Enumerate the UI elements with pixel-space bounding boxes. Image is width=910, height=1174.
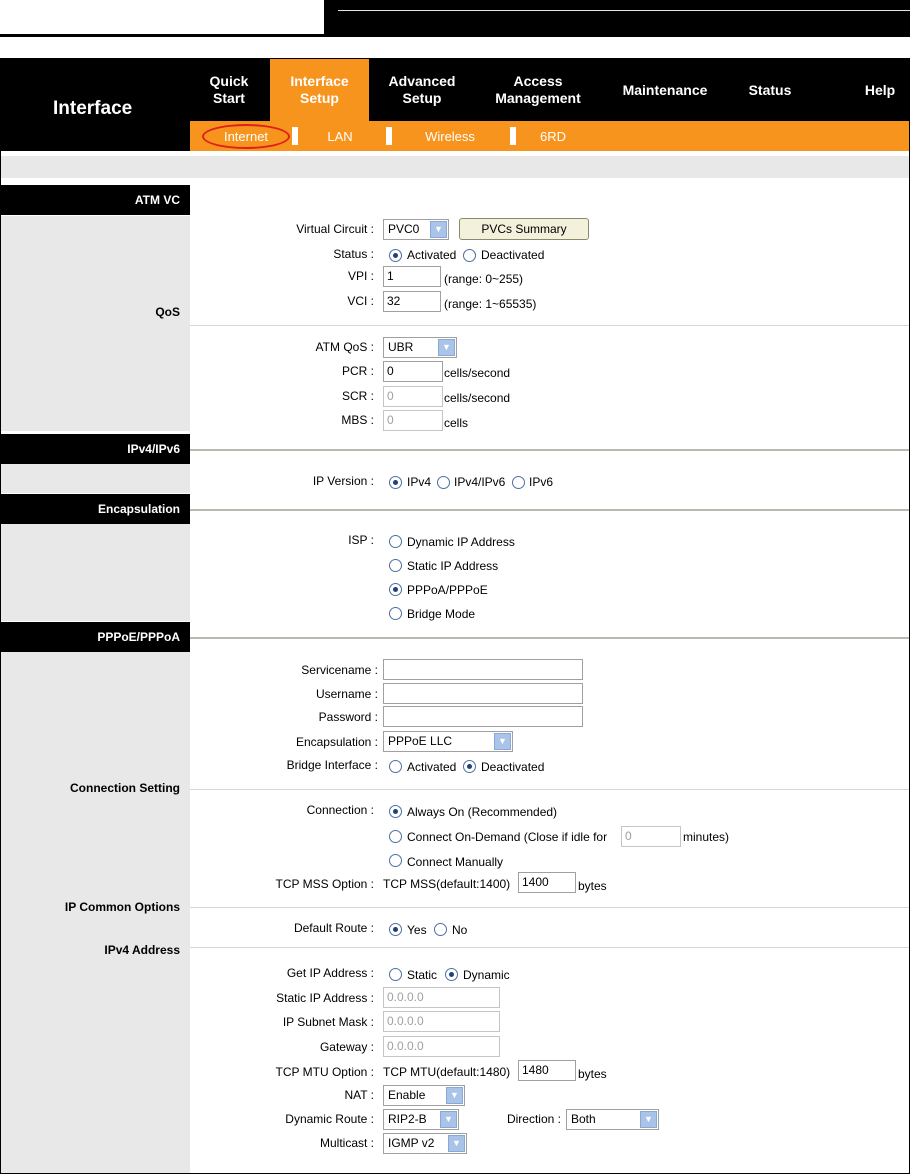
default-route-yes-radio[interactable] (389, 923, 402, 936)
on-demand-label: Connect On-Demand (Close if idle for (407, 830, 608, 844)
isp-static-radio[interactable] (389, 559, 402, 572)
section-encapsulation: Encapsulation (1, 494, 190, 524)
divider (190, 325, 909, 326)
get-ip-dynamic-label: Dynamic (463, 968, 510, 982)
atm-qos-label: ATM QoS : (315, 340, 374, 354)
nav-interface-setup[interactable]: Interface Setup (270, 59, 369, 121)
tcp-mtu-input[interactable]: 1480 (518, 1060, 576, 1081)
virtual-circuit-select[interactable] (383, 219, 449, 240)
idle-minutes-input[interactable]: 0 (621, 826, 681, 847)
bridge-interface-label: Bridge Interface : (286, 758, 378, 772)
bridge-deactivated-radio[interactable] (463, 760, 476, 773)
virtual-circuit-label: Virtual Circuit : (296, 222, 374, 236)
isp-static-label: Static IP Address (407, 559, 499, 573)
chevron-down-icon: ▼ (430, 221, 447, 238)
isp-dynamic-radio[interactable] (389, 535, 402, 548)
tcp-mss-unit: bytes (578, 879, 607, 893)
static-ip-input[interactable]: 0.0.0.0 (383, 987, 500, 1008)
dynamic-route-label: Dynamic Route : (285, 1112, 374, 1126)
ip-version-label: IP Version : (312, 474, 374, 488)
nav-quick-start[interactable]: Quick Start (209, 73, 249, 106)
status-deactivated-label: Deactivated (481, 248, 545, 262)
default-route-yes-label: Yes (407, 923, 427, 937)
gateway-input[interactable]: 0.0.0.0 (383, 1036, 500, 1057)
bridge-deactivated-label: Deactivated (481, 760, 545, 774)
divider (190, 947, 909, 948)
nat-value: Enable (388, 1088, 426, 1102)
connection-label: Connection : (306, 803, 374, 817)
nav-maintenance[interactable]: Maintenance (622, 81, 708, 98)
servicename-input[interactable] (383, 659, 583, 680)
get-ip-static-label: Static (407, 968, 438, 982)
mbs-label: MBS : (341, 413, 374, 427)
connect-manually-label: Connect Manually (407, 855, 504, 869)
nat-label: NAT : (344, 1088, 374, 1102)
nav-status[interactable]: Status (748, 81, 792, 98)
divider (190, 509, 909, 511)
get-ip-dynamic-radio[interactable] (445, 968, 458, 981)
main-nav (190, 59, 909, 121)
vpi-label: VPI : (347, 269, 374, 283)
multicast-label: Multicast : (319, 1136, 374, 1150)
chevron-down-icon: ▼ (446, 1087, 463, 1104)
tcp-mss-text: TCP MSS(default:1400) (383, 877, 511, 891)
vpi-input[interactable]: 1 (383, 266, 441, 287)
isp-bridge-label: Bridge Mode (407, 607, 476, 621)
chevron-down-icon: ▼ (494, 733, 511, 750)
tcp-mtu-text: TCP MTU(default:1480) (383, 1065, 511, 1079)
encapsulation-value: PPPoE LLC (388, 734, 453, 748)
tcp-mtu-label: TCP MTU Option : (275, 1065, 374, 1079)
header-rule (0, 34, 324, 37)
subnav-separator (386, 127, 392, 145)
default-route-no-label: No (452, 923, 468, 937)
divider (190, 637, 909, 639)
dynamic-route-select[interactable] (383, 1109, 459, 1130)
isp-bridge-radio[interactable] (389, 607, 402, 620)
vpi-range: (range: 0~255) (444, 272, 524, 286)
subnet-mask-input[interactable]: 0.0.0.0 (383, 1011, 500, 1032)
status-label: Status : (333, 247, 374, 261)
vci-input[interactable]: 32 (383, 291, 441, 312)
chevron-down-icon: ▼ (640, 1111, 657, 1128)
left-column (1, 216, 190, 431)
section-pppoe: PPPoE/PPPoA (1, 622, 190, 652)
page-title: Interface (1, 59, 190, 151)
password-input[interactable] (383, 706, 583, 727)
mbs-input[interactable]: 0 (383, 410, 443, 431)
vci-range: (range: 1~65535) (444, 297, 537, 311)
document-header (0, 0, 910, 40)
isp-label: ISP : (348, 533, 374, 547)
subnav-separator (510, 127, 516, 145)
servicename-label: Servicename : (301, 663, 378, 677)
status-activated-label: Activated (407, 248, 457, 262)
atm-qos-select[interactable] (383, 337, 457, 358)
ip-version-ipv4ipv6-radio[interactable] (437, 476, 450, 489)
left-column (1, 464, 190, 493)
isp-pppoe-radio[interactable] (389, 583, 402, 596)
on-demand-radio[interactable] (389, 830, 402, 843)
status-deactivated-radio[interactable] (463, 249, 476, 262)
minutes-label: minutes) (683, 830, 730, 844)
password-label: Password : (318, 710, 378, 724)
username-label: Username : (315, 687, 378, 701)
subnet-mask-label: IP Subnet Mask : (282, 1015, 374, 1029)
tcp-mss-label: TCP MSS Option : (275, 877, 374, 891)
chevron-down-icon: ▼ (448, 1135, 465, 1152)
connect-manually-radio[interactable] (389, 854, 402, 867)
section-ip-common-options: IP Common Options (64, 900, 180, 914)
pcr-input[interactable]: 0 (383, 361, 443, 382)
sub-nav (190, 121, 909, 151)
nav-help[interactable]: Help (864, 81, 896, 98)
username-input[interactable] (383, 683, 583, 704)
gateway-label: Gateway : (319, 1040, 374, 1054)
status-activated-radio[interactable] (389, 249, 402, 262)
multicast-value: IGMP v2 (388, 1136, 435, 1150)
virtual-circuit-value: PVC0 (388, 222, 420, 236)
ip-version-ipv6-radio[interactable] (512, 476, 525, 489)
section-atm-vc: ATM VC (1, 185, 190, 215)
section-qos: QoS (155, 305, 180, 319)
subtab-lan[interactable]: LAN (327, 128, 353, 144)
pcr-unit: cells/second (444, 366, 511, 380)
header-black-bar (324, 0, 910, 37)
mbs-unit: cells (444, 416, 469, 430)
divider (190, 907, 909, 908)
section-ipv4-ipv6: IPv4/IPv6 (1, 434, 190, 464)
multicast-select[interactable] (383, 1133, 467, 1154)
subnav-separator (292, 127, 298, 145)
direction-select[interactable] (566, 1109, 659, 1130)
encapsulation-label: Encapsulation : (295, 735, 378, 749)
subtab-wireless[interactable]: Wireless (425, 128, 475, 144)
ip-version-ipv6-label: IPv6 (529, 475, 554, 489)
encapsulation-select[interactable] (383, 731, 513, 752)
section-connection-setting: Connection Setting (70, 781, 180, 795)
nav-access-management[interactable]: Access Management (495, 73, 581, 106)
subtab-6rd[interactable]: 6RD (539, 128, 566, 144)
get-ip-label: Get IP Address : (286, 966, 374, 980)
vci-label: VCI : (347, 294, 374, 308)
isp-pppoe-label: PPPoA/PPPoE (407, 583, 488, 597)
isp-dynamic-label: Dynamic IP Address (407, 535, 515, 549)
always-on-radio[interactable] (389, 805, 402, 818)
subtab-internet[interactable]: Internet (223, 128, 269, 144)
static-ip-label: Static IP Address : (276, 991, 374, 1005)
atm-qos-value: UBR (388, 340, 414, 354)
divider (190, 449, 909, 451)
get-ip-static-radio[interactable] (389, 968, 402, 981)
tcp-mss-input[interactable]: 1400 (518, 872, 576, 893)
pcr-label: PCR : (341, 364, 374, 378)
bridge-activated-label: Activated (407, 760, 457, 774)
nav-advanced-setup[interactable]: Advanced Setup (388, 73, 456, 106)
highlight-circle (202, 124, 290, 149)
bridge-activated-radio[interactable] (389, 760, 402, 773)
tcp-mtu-unit: bytes (578, 1067, 607, 1081)
scr-label: SCR : (341, 389, 374, 403)
pvcs-summary-button[interactable]: PVCs Summary (459, 218, 589, 240)
default-route-no-radio[interactable] (434, 923, 447, 936)
section-ipv4-address: IPv4 Address (104, 943, 180, 957)
scr-unit: cells/second (444, 391, 511, 405)
ip-version-ipv4ipv6-label: IPv4/IPv6 (454, 475, 506, 489)
ip-version-ipv4-radio[interactable] (389, 476, 402, 489)
chevron-down-icon: ▼ (440, 1111, 457, 1128)
router-admin-frame (0, 58, 910, 1174)
always-on-label: Always On (Recommended) (407, 805, 558, 819)
default-route-label: Default Route : (293, 921, 374, 935)
chevron-down-icon: ▼ (438, 339, 455, 356)
divider (190, 789, 909, 790)
ip-version-ipv4-label: IPv4 (407, 475, 432, 489)
direction-value: Both (571, 1112, 596, 1126)
dynamic-route-value: RIP2-B (388, 1112, 427, 1126)
grey-strip (1, 156, 910, 178)
direction-label: Direction : (506, 1112, 561, 1126)
scr-input[interactable]: 0 (383, 386, 443, 407)
nat-select[interactable] (383, 1085, 465, 1106)
left-column (1, 523, 190, 621)
